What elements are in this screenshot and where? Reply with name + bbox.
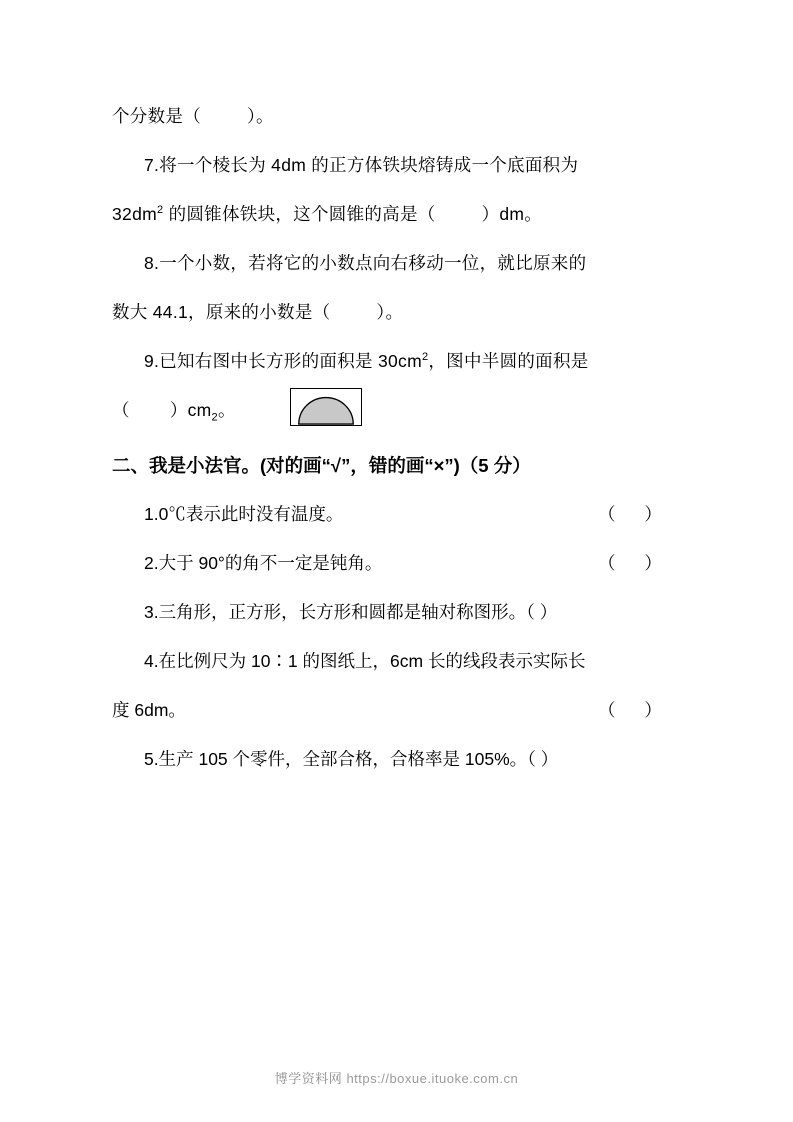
tf-item-1-text: 1.0℃表示此时没有温度。 [144, 504, 344, 524]
page-content [112, 92, 682, 784]
square-exponent: 2 [156, 204, 164, 217]
question-8-text-end: ）。 [376, 302, 404, 322]
section-two-title: 二、我是小法官。(对的画“√”，错的画“×”)（5 分） [112, 455, 531, 476]
semicircle-figure [290, 388, 362, 426]
question-6-tail [112, 92, 682, 141]
square-exponent: 2 [421, 351, 429, 364]
tf-item-2-answer-box[interactable]: （ ） [598, 553, 674, 573]
tf-item-4-line-1 [112, 637, 682, 686]
question-7-line-2 [112, 190, 682, 239]
tf-item-4-text-cont: 度 6dm。 [112, 700, 186, 720]
footer-site-url: https://boxue.ituoke.com.cn [346, 1071, 519, 1086]
tf-item-1-answer-box[interactable]: （ ） [598, 504, 674, 524]
tf-item-5-text: 5.生产 105 个零件，全部合格，合格率是 105%。（ ） [144, 749, 559, 769]
question-9-line-2 [112, 386, 682, 435]
question-7-line-1 [112, 141, 682, 190]
tf-item-4-answer-box[interactable]: （ ） [598, 700, 674, 720]
question-9-paren-close: ）cm [169, 400, 212, 420]
question-8-text: 8.一个小数，若将它的小数点向右移动一位，就比原来的 [144, 253, 587, 273]
square-exponent: 2 [211, 411, 218, 424]
question-7-text-mid: 的圆锥体铁块，这个圆锥的高是（ [163, 204, 436, 224]
question-8-line-1 [112, 239, 682, 288]
question-9-text-after: ，图中半圆的面积是 [428, 351, 589, 371]
footer-site-label: 博学资料网 [274, 1071, 343, 1086]
question-7-value: 32dm [112, 204, 157, 224]
tf-item-3 [112, 588, 682, 637]
question-9-text: 9.已知右图中长方形的面积是 30cm [144, 351, 422, 371]
question-9-text-end: 。 [217, 400, 236, 420]
question-7-text-end: ）dm。 [481, 204, 543, 224]
tf-item-5 [112, 735, 682, 784]
question-7-text: 7.将一个棱长为 4dm 的正方体铁块熔铸成一个底面积为 [144, 155, 579, 175]
question-6-text-after: ）。 [247, 106, 274, 126]
question-8-text-mid: 数大 44.1，原来的小数是（ [112, 302, 331, 322]
tf-item-4-text: 4.在比例尺为 10∶1 的图纸上，6cm 长的线段表示实际长 [144, 651, 586, 671]
tf-item-1 [112, 490, 682, 539]
question-6-text-before: 个分数是（ [112, 106, 201, 126]
tf-item-4-line-2 [112, 686, 682, 735]
question-9-line-1 [112, 337, 682, 386]
question-9-paren-open: （ [112, 400, 130, 420]
page-footer [0, 1068, 793, 1087]
tf-item-2 [112, 539, 682, 588]
semicircle-shape-icon [291, 389, 361, 425]
tf-item-3-text: 3.三角形，正方形，长方形和圆都是轴对称图形。（ ） [144, 602, 558, 622]
question-8-line-2 [112, 288, 682, 337]
tf-item-2-text: 2.大于 90°的角不一定是钝角。 [144, 553, 383, 573]
